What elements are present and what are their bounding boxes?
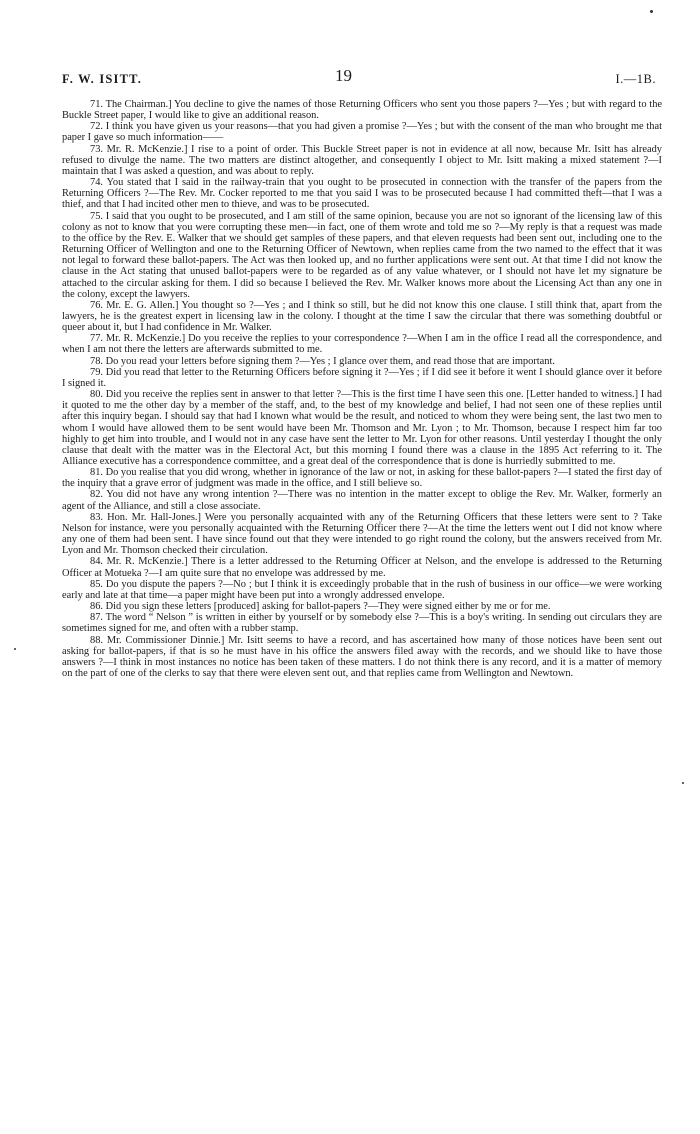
paragraph-81: 81. Do you realise that you did wrong, whether in ignorance of the law or not, in asking for these ballot-papers ?—I stated the first day of the inquiry that a grave error of judgment was made in the office, and I still believe so. [62,467,662,490]
paragraph-88: 88. Mr. Commissioner Dinnie.] Mr. Isitt seems to have a record, and has ascertained how many of those notices have been sent out asking for ballot-papers, if that is so he must have in his office the answers filed away with the records, and we should like to have those answers ?—I think in most instances no notice has been taken of these matters. I do not think there is any record, and it is a matter of memory on the part of one of the clerks to say that there were eleven sent out, and that replies came from Wellington and Newtown. [62,634,662,679]
paragraph-73: 73. Mr. R. McKenzie.] I rise to a point of order. This Buckle Street paper is not in evidence at all now, because Mr. Isitt has already refused to divulge the name. The two matters are distinct altogether, and consequently I object to Mr. Isitt making a mixed statement ?—I maintain that I was asked a question, and was about to reply. [62,143,662,177]
scan-speck [14,648,16,650]
running-header-witness: F. W. ISITT. [62,72,143,86]
paragraph-77: 77. Mr. R. McKenzie.] Do you receive the replies to your correspondence ?—When I am in the office I read all the correspondence, and when I am not there the letters are afterwards submitted to me. [62,333,662,356]
page-number: 19 [335,66,352,85]
evidence-text [62,99,662,679]
paragraph-82: 82. You did not have any wrong intention ?—There was no intention in the matter except to oblige the Rev. Mr. Walker, formerly an agent of the Alliance, and still a close associate. [62,489,662,512]
paragraph-80: 80. Did you receive the replies sent in answer to that letter ?—This is the first time I have seen this one. [Letter handed to witness.] I had it quoted to me the other day by a member of the staff, and, to the best of my knowledge and belief, I had not seen one of these replies until after this inquiry began. I should say that had I known what would be the result, and noticed to whom they were being sent, the last two men to whom I would have allowed them to be sent would have been Mr. Thomson and Mr. Lyon ; to Mr. Thomson, because I respect him far too highly to get him into trouble, and I would not in any case have sent the letter to Mr. Lyon for other reasons. Until yesterday I thought the only clause that dealt with the matter was in the Electoral Act, but this morning I found there was a clause in the 1895 Act referring to it. The Alliance executive has a correspondence committee, and a great deal of the correspondence that is done is hurriedly submitted to me. [62,389,662,467]
paragraph-75: 75. I said that you ought to be prosecuted, and I am still of the same opinion, because you are not so ignorant of the licensing law of this colony as not to know that you were corrupting these men—in fact, one of them wrote and told me so ?—My reply is that a request was made to the office by the Rev. E. Walker that we should get samples of these papers, and that eleven requests had been sent out, including one to the Returning Officer of Wellington and one to the Returning Officer of Newtown, when replies came from the two named to the effect that it was not legal to forward these ballot-papers. The Act was then looked up, and no further applications were sent out. At that time I did not know the clause in the Act stating that unused ballot-papers were to be regarded as of any value whatever, or I should not have let my signature be attached to the circular asking for them. I did so because I believed the Rev. Mr. Walker knows more about the Licensing Act than any one in the colony, except the lawyers. [62,210,662,300]
paragraph-83: 83. Hon. Mr. Hall-Jones.] Were you personally acquainted with any of the Returning Officers that these letters were sent to ? Take Nelson for instance, were you personally acquainted with the Returning Officer there ?—At the time the letters went out I did not know where any one of them had been sent. I have since found out that they were intended to go right round the colony, but the answers received from Mr. Lyon and Mr. Thomson checked their circulation. [62,511,662,557]
scan-speck [650,10,653,13]
paragraph-71: 71. The Chairman.] You decline to give the names of those Returning Officers who sent you those papers ?—Yes ; but with regard to the Buckle Street paper, I would like to give an additional reason. [62,99,662,122]
paragraph-78: 78. Do you read your letters before signing them ?—Yes ; I glance over them, and read those that are important. [90,355,555,367]
scan-speck [682,782,684,784]
paragraph-76: 76. Mr. E. G. Allen.] You thought so ?—Yes ; and I think so still, but he did not know this one clause. I still think that, apart from the lawyers, he is the greatest expert in licensing law in the colony. I thought at the time I saw the circular that there was something doubtful or queer about it, but I had confidence in Mr. Walker. [62,299,662,334]
paragraph-79: 79. Did you read that letter to the Returning Officers before signing it ?—Yes ; if I did see it before it went I should glance over it before I signed it. [62,366,662,389]
paragraph-85: 85. Do you dispute the papers ?—No ; but I think it is exceedingly probable that in the rush of business in our office—we were working early and late at that time—a paper might have been put into a wrongly addressed envelope. [62,578,662,601]
paragraph-74: 74. You stated that I said in the railway-train that you ought to be prosecuted in connection with the transfer of the papers from the Returning Officers ?—The Rev. Mr. Cocker reported to me that you said I was to be prosecuted because I had committed theft—that I was a thief, and that I had incited other men to thieve, and was to be prosecuted. [62,177,662,211]
paragraph-87: 87. The word “ Nelson ” is written in either by yourself or by somebody else ?—This is a boy's writing. In sending out circulars they are sometimes signed for me, and often with a rubber stamp. [62,612,662,635]
paragraph-84: 84. Mr. R. McKenzie.] There is a letter addressed to the Returning Officer at Nelson, and the envelope is addressed to the Returning Officer at Motueka ?—I am quite sure that no envelope was addressed by me. [62,556,662,579]
document-reference: I.—1B. [615,72,656,86]
paragraph-72: 72. I think you have given us your reasons—that you had given a promise ?—Yes ; but with the consent of the man who brought me that paper I gave so much information—— [62,121,662,144]
paragraph-86: 86. Did you sign these letters [produced] asking for ballot-papers ?—They were signed either by me or for me. [90,601,551,613]
